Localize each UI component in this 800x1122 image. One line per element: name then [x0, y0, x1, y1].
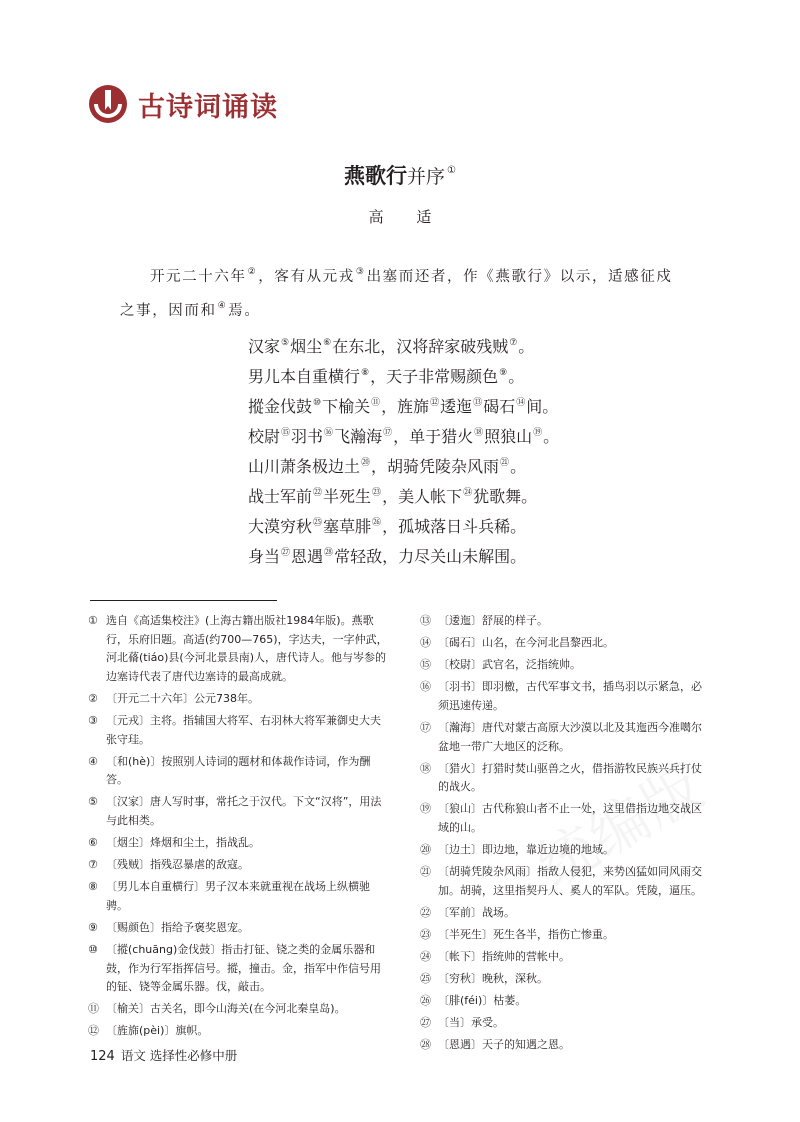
footnote-marker: ⑭ — [516, 398, 526, 408]
text-segment: 半死生 — [323, 487, 372, 506]
footnote-text: 〔校尉〕武官名，泛指统帅。 — [438, 658, 581, 672]
footnote-text: 〔当〕承受。 — [438, 1016, 504, 1030]
footnote-number: ⑮ — [420, 658, 431, 672]
footnote-number: ㉒ — [420, 905, 431, 919]
footnote-number: ⑭ — [420, 636, 431, 650]
text-segment: 战士军前 — [248, 487, 313, 506]
text-segment: 焉。 — [228, 303, 261, 319]
text-segment: 出塞而还者，作《燕歌行》以示，适感征戍之事，因而和 — [120, 269, 673, 319]
footnote-text: 〔帐下〕指统帅的营帐中。 — [438, 950, 570, 963]
footnote-item — [88, 856, 388, 875]
footnote-number: ⑰ — [420, 720, 431, 734]
text-segment: ，胡骑凭陵杂风雨 — [371, 457, 500, 476]
text-segment: 。 — [508, 367, 525, 386]
footnote-text: 〔半死生〕死生各半，指伤亡惨重。 — [438, 927, 614, 941]
text-segment: 开元二十六年 — [150, 269, 247, 285]
footnote-marker: ㉘ — [324, 548, 334, 558]
footnote-text: 〔腓(féi)〕枯萎。 — [438, 994, 527, 1008]
footnote-item — [88, 753, 388, 790]
footnote-marker: ㉓ — [372, 488, 382, 498]
footnote-item — [420, 1014, 710, 1033]
text-segment: 。 — [543, 427, 560, 446]
footnote-item — [88, 919, 388, 938]
footnote-marker: ⑯ — [324, 428, 334, 438]
footnote-marker: ⑩ — [313, 398, 322, 408]
footnote-text: 〔摐(chuāng)金伐鼓〕指击打钲、铙之类的金属乐器和鼓，作为行军指挥信号。摐，撞击。金，指军中作信号用的钲、铙等金属乐器。伐，敲击。 — [106, 943, 381, 994]
text-segment: ，美人帐下 — [382, 487, 463, 506]
footnote-marker: ㉒ — [313, 488, 323, 498]
footnote-marker: ㉖ — [372, 518, 382, 528]
text-segment: 大漠穷秋 — [248, 517, 313, 536]
poem-line — [248, 510, 559, 540]
footnote-text: 〔瀚海〕唐代对蒙古高原大沙漠以北及其迤西今准噶尔盆地一带广大地区的泛称。 — [438, 720, 702, 753]
text-segment: 。 — [510, 457, 527, 476]
poem-title-main: 燕歌行 — [344, 164, 407, 188]
footnote-number: ⑥ — [88, 836, 98, 850]
footnote-text: 〔胡骑凭陵杂风雨〕指敌人侵犯，来势凶猛如同风雨交加。胡骑，这里指契丹人、奚人的军队。凭陵，逼压。 — [438, 865, 702, 897]
footnote-text: 〔开元二十六年〕公元738年。 — [106, 691, 259, 705]
footnote-text: 〔穷秋〕晚秋，深秋。 — [438, 972, 548, 986]
footnote-text: 〔汉家〕唐人写时事，常托之于汉代。下文“汉将”，用法与此相类。 — [106, 795, 382, 827]
footnote-item — [88, 1022, 388, 1041]
footnote-marker: ⑲ — [533, 428, 543, 438]
footnote-text: 〔残贼〕指残忍暴虐的敌寇。 — [106, 858, 249, 872]
footnote-marker: ㉔ — [463, 488, 473, 498]
footnote-item — [88, 834, 388, 853]
footnote-item — [420, 612, 710, 631]
footnote-number: ㉖ — [420, 994, 431, 1008]
footnote-text: 〔边土〕即边地，靠近边境的地域。 — [438, 843, 614, 857]
footnote-text: 〔男儿本自重横行〕男子汉本来就重视在战场上纵横驰骋。 — [106, 880, 370, 912]
text-segment: 下榆关 — [322, 397, 371, 416]
footnote-marker: ⑱ — [474, 428, 484, 438]
footnote-item — [420, 970, 710, 989]
poem-title-subtitle: 并序 — [407, 166, 446, 188]
poem-line — [248, 390, 559, 420]
text-segment: 间。 — [526, 397, 559, 416]
text-segment: 常轻敌，力尽关山未解围。 — [334, 547, 527, 566]
section-header — [88, 82, 278, 126]
footnote-item — [420, 948, 710, 967]
footnote-marker: ⑫ — [430, 398, 440, 408]
text-segment: 飞瀚海 — [334, 427, 383, 446]
footnote-number: ⑩ — [88, 943, 98, 956]
poem-preface — [120, 258, 686, 326]
footnote-marker: ㉗ — [281, 548, 291, 558]
footnote-number: ⑲ — [420, 802, 431, 816]
book-title: 语文 选择性必修中册 — [120, 1048, 238, 1063]
notes-left-column — [88, 612, 388, 1044]
footnote-divider — [90, 600, 277, 601]
footnote-text: 〔元戎〕主将。指辅国大将军、右羽林大将军兼御史大夫张守珪。 — [106, 713, 381, 746]
footnote-number: ⑪ — [88, 1002, 99, 1016]
footnote-item — [88, 941, 388, 997]
text-segment: ，客有从元戎 — [258, 269, 355, 285]
text-segment: 校尉 — [248, 427, 281, 446]
footnote-text: 〔猎火〕打猎时焚山驱兽之火，借指游牧民族兴兵打仗的战火。 — [438, 761, 702, 794]
footnote-item — [88, 1000, 388, 1019]
footnote-number: ㉘ — [420, 1038, 431, 1052]
footnote-number: ⑫ — [88, 1024, 99, 1038]
footnote-text: 〔狼山〕古代称狼山者不止一处，这里借指边地交战区域的山。 — [438, 802, 702, 834]
footnote-item — [88, 878, 388, 915]
footnote-item — [88, 612, 388, 686]
page-number: 124 — [90, 1049, 115, 1064]
footnote-number: ⑳ — [420, 843, 431, 857]
footnote-marker: ⑮ — [281, 428, 291, 438]
poem-line — [248, 540, 559, 570]
footnote-number: ② — [88, 691, 98, 705]
footnote-number: ㉕ — [420, 972, 431, 986]
text-segment: 摐金伐鼓 — [248, 397, 313, 416]
footnote-text: 〔恩遇〕天子的知遇之恩。 — [438, 1038, 570, 1052]
footnote-item — [88, 793, 388, 830]
footnote-number: ③ — [88, 713, 98, 727]
footnote-number: ⑤ — [88, 795, 98, 809]
text-segment: ，旌旆 — [381, 397, 430, 416]
text-segment: 汉家 — [248, 337, 281, 356]
text-segment: 羽书 — [291, 427, 324, 446]
footnote-number: ㉗ — [420, 1016, 431, 1030]
footnote-number: ㉔ — [420, 950, 431, 963]
text-segment: 男儿本自重横行 — [248, 367, 361, 386]
footnote-item — [420, 992, 710, 1011]
footnote-text: 选自《高适集校注》(上海古籍出版社1984年版)。燕歌行，乐府旧题。高适(约700—765)，字达夫，一字仲武，河北蓨(tiáo)县(今河北景县南)人，唐代诗人。他与岑参的边塞诗代表了唐代边塞诗的最高成就。 — [106, 614, 388, 683]
footnote-number: ⑯ — [420, 680, 431, 694]
footnote-marker: ⑦ — [509, 338, 518, 348]
footnote-marker: ㉑ — [500, 458, 510, 468]
footnote-number: ④ — [88, 754, 98, 768]
footnote-text: 〔碣石〕山名，在今河北昌黎西北。 — [438, 636, 614, 650]
footnote-marker: ⑨ — [499, 368, 508, 378]
poem-line — [248, 480, 559, 510]
footnote-item — [420, 634, 710, 653]
text-segment: 山川萧条极边土 — [248, 457, 361, 476]
footnote-number: ⑨ — [88, 920, 98, 934]
poem-line — [248, 450, 559, 480]
footnote-text: 〔赐颜色〕指给予褒奖恩宠。 — [106, 920, 249, 934]
text-segment: ，单于猎火 — [393, 427, 474, 446]
footnote-number: ⑧ — [88, 880, 98, 894]
footnote-marker: ⑪ — [371, 398, 381, 408]
footnote-text: 〔烟尘〕烽烟和尘土，指战乱。 — [106, 836, 260, 850]
footnote-marker: ⑧ — [361, 368, 370, 378]
footnote-marker: ③ — [355, 267, 366, 277]
page-footer — [90, 1046, 237, 1064]
footnote-item — [420, 678, 710, 715]
footnote-item — [420, 1036, 710, 1055]
footnote-marker: ㉕ — [313, 518, 323, 528]
section-title: 古诗词诵读 — [138, 91, 278, 123]
footnote-marker: ⑰ — [383, 428, 393, 438]
text-segment: 烟尘 — [290, 337, 323, 356]
poem-author: 高 适 — [368, 208, 446, 226]
footnote-item — [420, 904, 710, 923]
footnote-number: ㉑ — [420, 865, 431, 879]
footnote-marker: ② — [247, 267, 258, 277]
poem-line — [248, 420, 559, 450]
footnote-text: 〔旌旆(pèi)〕旗帜。 — [106, 1024, 209, 1038]
poem-title-note-marker: ① — [447, 165, 456, 176]
footnote-number: ⑱ — [420, 761, 431, 775]
footnote-marker: ⑥ — [323, 338, 332, 348]
text-segment: 。 — [518, 337, 535, 356]
footnote-marker: ⑬ — [473, 398, 483, 408]
footnote-item — [88, 712, 388, 749]
footnote-number: ⑦ — [88, 858, 98, 872]
text-segment: 身当 — [248, 547, 281, 566]
text-segment: 塞草腓 — [323, 517, 372, 536]
text-segment: 犹歌舞。 — [473, 487, 538, 506]
text-segment: 逶迤 — [440, 397, 473, 416]
bookmark-emblem-icon — [88, 84, 128, 124]
footnote-marker: ④ — [217, 301, 228, 311]
footnote-item — [420, 656, 710, 675]
text-segment: 恩遇 — [291, 547, 324, 566]
footnote-text: 〔榆关〕古关名，即今山海关(在今河北秦皇岛)。 — [106, 1002, 346, 1016]
footnote-text: 〔和(hè)〕按照别人诗词的题材和体裁作诗词，作为酬答。 — [106, 754, 371, 787]
footnote-item — [420, 926, 710, 945]
text-segment: 碣石 — [483, 397, 516, 416]
text-segment: ，天子非常赐颜色 — [370, 367, 499, 386]
footnote-text: 〔军前〕战场。 — [438, 905, 515, 919]
text-segment: 在东北，汉将辞家破残贼 — [332, 337, 509, 356]
poem-line — [248, 360, 559, 390]
footnote-marker: ⑤ — [281, 338, 290, 348]
footnote-number: ① — [88, 614, 98, 627]
footnote-number: ⑬ — [420, 614, 431, 627]
footnote-text: 〔逶迤〕舒展的样子。 — [438, 614, 548, 627]
footnote-text: 〔羽书〕即羽檄，古代军事文书，插鸟羽以示紧急，必须迅速传递。 — [438, 680, 702, 712]
poem-line — [248, 330, 559, 360]
poem-title — [0, 160, 800, 190]
text-segment: 照狼山 — [484, 427, 533, 446]
poem-body — [248, 330, 559, 570]
footnote-marker: ⑳ — [361, 458, 371, 468]
text-segment: ，孤城落日斗兵稀。 — [382, 517, 527, 536]
footnote-number: ㉓ — [420, 927, 431, 941]
footnote-item — [88, 690, 388, 709]
